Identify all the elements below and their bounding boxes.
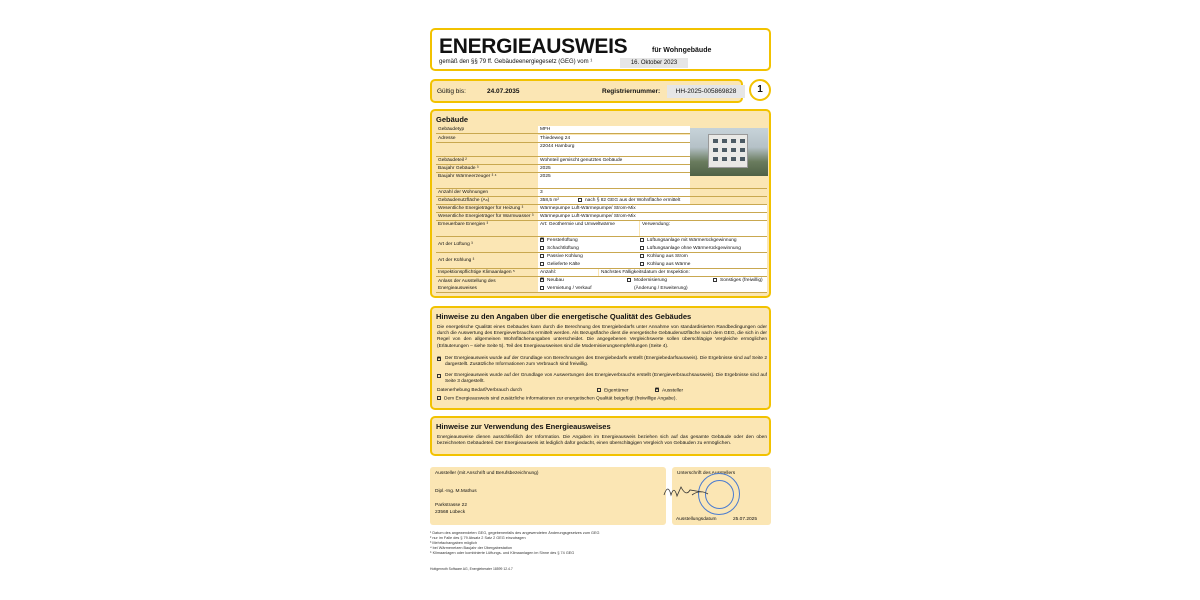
notes-demand-option: Der Energieausweis wurde auf der Grundlage von Berechnungen des Energiebedarfs erstellt (Energiebedarfsausweis). Die Ergebnisse sind auf Seite 2 dargestellt. Zusätzliche Informationen zum Verbrauch sind freiwillig. bbox=[445, 356, 767, 368]
row-value: 2025 bbox=[538, 173, 690, 188]
ventilation-label: Art der Lüftung ³ bbox=[438, 242, 473, 247]
checkbox-issuer[interactable] bbox=[655, 388, 659, 392]
row-label: Anzahl der Wohnungen bbox=[438, 190, 489, 195]
date-label: Ausstellungsdatum bbox=[676, 517, 717, 522]
footnote: ¹ Datum des angewendeten GEG, gegebenenfalls des angewendeten Änderungsgesetzes zum GEG bbox=[430, 531, 600, 535]
software-note: Hottgenroth Software AG, Energieberater 18599 12.4.7 bbox=[430, 567, 513, 571]
registration-label: Registriernummer: bbox=[602, 88, 661, 95]
option-label: Kühlung aus Wärme bbox=[647, 262, 691, 267]
additional-info-label: Dem Energieausweis sind zusätzliche Informationen zur energetischen Qualität beigefügt (freiwillige Angabe). bbox=[444, 396, 677, 402]
date-value: 25.07.2025 bbox=[733, 517, 758, 522]
row-value: Wärmepumpe Luft-Wärmepumpe/ Strom-Mix bbox=[538, 213, 767, 220]
checkbox-modernisierung[interactable] bbox=[627, 278, 631, 282]
checkbox-verbrauchsausweis[interactable] bbox=[437, 374, 441, 378]
building-section bbox=[430, 109, 771, 298]
row-value: 3 bbox=[538, 189, 690, 196]
checkbox-passive-cooling[interactable] bbox=[540, 254, 544, 258]
checkbox-lueftung-ohne-wrg[interactable] bbox=[640, 246, 644, 250]
signature-box bbox=[672, 467, 771, 525]
inspection-next: Nächstes Fälligkeitsdatum der Inspektion: bbox=[599, 269, 767, 276]
valid-value: 24.07.2035 bbox=[487, 88, 520, 95]
footnote: ⁵ Klimaanlagen oder kombinierte Lüftungs- und Klimaanlagen im Sinne des § 74 GEG bbox=[430, 551, 575, 555]
validity-bar bbox=[430, 79, 743, 103]
law-reference: gemäß den §§ 79 ff. Gebäudeenergiegesetz (GEG) vom ¹ bbox=[439, 59, 593, 65]
row-label: Wesentliche Energieträger für Heizung ³ bbox=[438, 206, 524, 211]
option-label: Passive Kühlung bbox=[547, 254, 583, 259]
row-label: Gebäudenutzfläche (Aₙ) bbox=[438, 198, 490, 203]
checkbox-vermietung[interactable] bbox=[540, 286, 544, 290]
section-title-notes: Hinweise zu den Angaben über die energetische Qualität des Gebäudes bbox=[436, 312, 692, 321]
checkbox-neubau[interactable] bbox=[540, 278, 544, 282]
reason-row bbox=[436, 277, 767, 293]
footnote: ⁴ bei Wärmenetzen Baujahr der Übergabestation bbox=[430, 546, 513, 550]
checkbox-bedarfsausweis[interactable] bbox=[437, 357, 441, 361]
valid-label: Gültig bis: bbox=[437, 88, 466, 95]
usage-notes-section bbox=[430, 416, 771, 456]
checkbox-fensterlueftung[interactable] bbox=[540, 238, 544, 242]
checkbox-delivered-cold[interactable] bbox=[540, 262, 544, 266]
option-label: Kühlung aus Strom bbox=[647, 254, 688, 259]
energy-certificate-page bbox=[421, 20, 779, 580]
inspection-row bbox=[436, 269, 767, 277]
row-label: Adresse bbox=[438, 136, 456, 141]
checkbox-owner[interactable] bbox=[597, 388, 601, 392]
issuer-label: Aussteller (mit Anschrift und Berufsbezeichnung) bbox=[435, 471, 539, 476]
row-value: 2025 bbox=[538, 165, 690, 172]
signature-icon bbox=[662, 481, 722, 503]
option-label: Schachtlüftung bbox=[547, 246, 579, 251]
area-note-checkbox[interactable] bbox=[578, 198, 582, 202]
registration-number: HH-2025-005869828 bbox=[667, 85, 745, 98]
cooling-row bbox=[436, 253, 767, 269]
usage-text: Energieausweise dienen ausschließlich der Information. Die Angaben im Energieausweis beziehen sich auf das gesamte Gebäude oder den oben bezeichneten Gebäudeteil. Der Energieausweis ist lediglich dafür gedacht, einen überschlägigen Vergleich von Gebäuden zu ermöglichen. bbox=[437, 435, 767, 447]
option-label: Sonstiges (freiwillig) bbox=[720, 278, 763, 283]
option-label: Lüftungsanlage ohne Wärmerückgewinnung bbox=[647, 246, 741, 251]
footnote: ³ Mehrfachangaben möglich bbox=[430, 541, 478, 545]
cooling-label: Art der Kühlung ³ bbox=[438, 258, 475, 263]
footnote: ² nur im Falle des § 79 Absatz 2 Satz 2 GEG einzutragen bbox=[430, 536, 526, 540]
option-label: Eigentümer bbox=[604, 388, 629, 394]
option-label: Aussteller bbox=[662, 388, 684, 394]
document-subtitle: für Wohngebäude bbox=[652, 47, 712, 54]
option-label: Lüftungsanlage mit Wärmerückgewinnung bbox=[647, 238, 737, 243]
reason-label: Anlass der Ausstellung des Energieausweises bbox=[438, 279, 496, 291]
area-note: nach § 82 GEG aus der Wohnfläche ermittelt bbox=[585, 198, 681, 203]
row-label: Wesentliche Energieträger für Warmwasser ³ bbox=[438, 214, 534, 219]
row-label: Baujahr Gebäude ³ bbox=[438, 166, 479, 171]
inspection-label: Inspektionspflichtige Klimaanlagen ⁵ bbox=[438, 270, 515, 275]
issuer-box bbox=[430, 467, 666, 525]
checkbox-lueftung-mit-wrg[interactable] bbox=[640, 238, 644, 242]
row-label: Gebäudeteil ² bbox=[438, 158, 467, 163]
option-label: Modernisierung bbox=[634, 278, 668, 283]
document-title: ENERGIEAUSWEIS bbox=[439, 35, 628, 58]
notes-paragraph: Die energetische Qualität eines Gebäudes kann durch die Berechnung des Energiebedarfs unter Annahme von standardisierten Randbedingungen oder durch die Auswertung des Energieverbrauchs ermittelt werden. Als Bezugsfläche dient die energetische Gebäudenutzfläche nach dem GEG, die sich in der Regel von den allgemeinen Wohnflächenangaben unterscheidet. Die angegebenen Vergleichswerte sollen überschlägige Vergleiche ermöglichen (Erläuterungen – siehe Seite 5). Teil des Energieausweises sind die Modernisierungsempfehlungen (Seite 4). bbox=[437, 325, 767, 349]
issuer-name: Dipl.-Ing. M.Mathus bbox=[435, 489, 477, 494]
option-label: Gelieferte Kälte bbox=[547, 262, 581, 267]
checkbox-sonstiges[interactable] bbox=[713, 278, 717, 282]
row-value: Wohnteil gemischt genutztes Gebäude bbox=[538, 157, 690, 164]
renewables-usage: Verwendung: bbox=[640, 221, 767, 236]
page-number-badge: 1 bbox=[749, 79, 771, 101]
section-title-building: Gebäude bbox=[436, 115, 469, 124]
law-date: 16. Oktober 2023 bbox=[620, 58, 688, 68]
option-label: Neubau bbox=[547, 278, 564, 283]
notes-consumption-option: Der Energieausweis wurde auf der Grundlage von Auswertungen des Energieverbrauchs erstellt (Energieverbrauchsausweis). Die Ergebnisse sind auf Seite 3 dargestellt. bbox=[445, 373, 767, 385]
checkbox-additional-info[interactable] bbox=[437, 396, 441, 400]
quality-notes-section bbox=[430, 306, 771, 410]
option-label: (Änderung / Erweiterung) bbox=[634, 286, 688, 291]
row-label: Erneuerbare Energien ³ bbox=[438, 222, 489, 227]
checkbox-cooling-electricity[interactable] bbox=[640, 254, 644, 258]
checkbox-cooling-heat[interactable] bbox=[640, 262, 644, 266]
issuer-street: Parkstrasse 22 bbox=[435, 503, 467, 508]
row-value: Thiedeweg 24 bbox=[538, 135, 690, 142]
data-collection-label: Datenerhebung Bedarf/Verbrauch durch bbox=[437, 388, 523, 393]
row-value: MFH bbox=[538, 126, 690, 133]
title-box bbox=[430, 28, 771, 71]
row-value: Art: Geothermie und Umweltwärme bbox=[538, 221, 639, 236]
row-label: Gebäudetyp bbox=[438, 127, 465, 132]
option-label: Fensterlüftung bbox=[547, 238, 578, 243]
section-title-usage: Hinweise zur Verwendung des Energieausweises bbox=[436, 422, 611, 431]
ventilation-row bbox=[436, 237, 767, 253]
row-value: 22044 Hamburg bbox=[538, 143, 690, 156]
option-label: Vermietung / Verkauf bbox=[547, 286, 592, 291]
building-photo bbox=[690, 128, 768, 176]
signature-label: Unterschrift des Ausstellers bbox=[677, 471, 736, 476]
row-label: Baujahr Wärmeerzeuger ³ ⁴ bbox=[438, 174, 497, 179]
checkbox-schachtlueftung[interactable] bbox=[540, 246, 544, 250]
issuer-city: 23568 Lübeck bbox=[435, 510, 466, 515]
inspection-count: Anzahl: bbox=[538, 269, 598, 276]
row-value: 358,5 m² bbox=[538, 197, 690, 204]
row-value: Wärmepumpe Luft-Wärmepumpe/ Strom-Mix bbox=[538, 205, 767, 212]
